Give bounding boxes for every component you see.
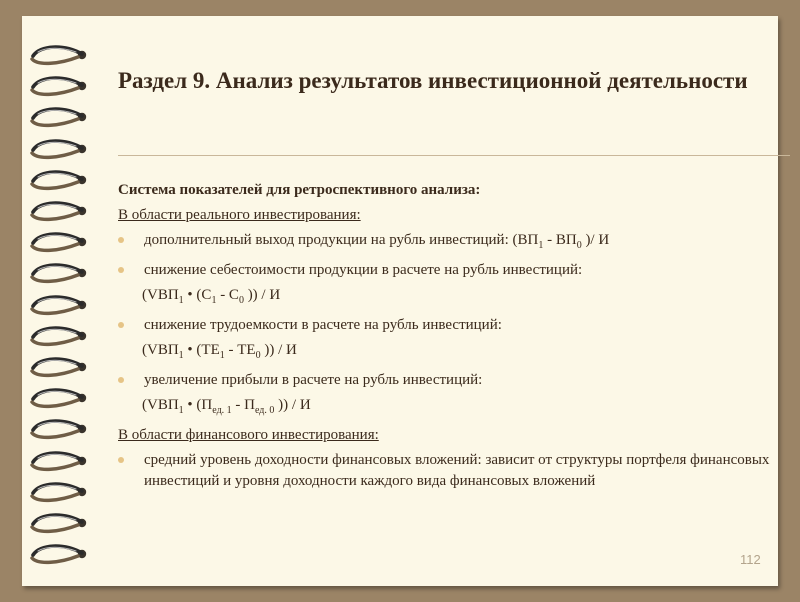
subscript: 0 <box>255 350 261 361</box>
formula-part: (VВП <box>142 287 179 303</box>
title-divider <box>118 155 790 156</box>
spiral-ring-icon <box>30 260 98 284</box>
item-text: - ВП <box>543 232 577 248</box>
spiral-ring-icon <box>30 416 98 440</box>
formula-part: (VВП <box>142 397 179 413</box>
item-text: средний уровень доходности финансовых вложений: зависит от структуры портфеля финансовых инвестиций и уровня доходности каждого вида финансовых вложений <box>144 452 770 489</box>
spiral-ring-icon <box>30 42 98 66</box>
bullet-icon <box>118 457 124 463</box>
subscript: ед. 0 <box>255 405 275 416</box>
formula-part: )) / И <box>274 397 311 413</box>
formula-part: (VВП <box>142 342 179 358</box>
page-title: Раздел 9. Анализ результатов инвестиционной деятельности <box>118 68 748 93</box>
spiral-ring-icon <box>30 292 98 316</box>
list-item <box>118 313 786 338</box>
subscript: 1 <box>219 350 225 361</box>
formula <box>118 283 786 313</box>
spiral-binding <box>22 42 102 602</box>
bullet-icon <box>118 237 124 243</box>
page-number: 112 <box>740 552 761 567</box>
formula-part: )) / И <box>243 287 281 303</box>
item-text: )/ И <box>581 232 610 248</box>
real-section-heading: В области реального инвестирования: <box>118 207 361 223</box>
subscript: 0 <box>238 295 244 306</box>
list-item <box>118 368 786 393</box>
spiral-ring-icon <box>30 479 98 503</box>
subscript: 1 <box>211 295 217 306</box>
item-text: снижение себестоимости продукции в расчете на рубль инвестиций: <box>144 262 583 278</box>
subscript: 1 <box>178 405 184 416</box>
formula-part: - П <box>231 397 255 413</box>
formula <box>118 338 786 368</box>
formula-part: - ТЕ <box>224 342 256 358</box>
item-text: увеличение прибыли в расчете на рубль инвестиций: <box>144 372 483 388</box>
subscript: 1 <box>538 240 544 251</box>
spiral-ring-icon <box>30 73 98 97</box>
subscript: 1 <box>178 350 184 361</box>
subscript: 0 <box>576 240 582 251</box>
subscript: 1 <box>178 295 184 306</box>
list-item <box>118 258 786 283</box>
spiral-ring-icon <box>30 323 98 347</box>
list-item <box>118 228 786 258</box>
spiral-ring-icon <box>30 167 98 191</box>
spiral-ring-icon <box>30 198 98 222</box>
formula-part: • (С <box>183 287 212 303</box>
spiral-ring-icon <box>30 448 98 472</box>
financial-section-heading: В области финансового инвестирования: <box>118 427 379 443</box>
bullet-icon <box>118 377 124 383</box>
formula <box>118 393 786 423</box>
formula-part: • (ТЕ <box>183 342 220 358</box>
subscript: ед. 1 <box>212 405 232 416</box>
formula-part: )) / И <box>260 342 297 358</box>
spiral-ring-icon <box>30 385 98 409</box>
spiral-ring-icon <box>30 136 98 160</box>
item-text: снижение трудоемкости в расчете на рубль инвестиций: <box>144 317 502 333</box>
spiral-ring-icon <box>30 229 98 253</box>
spiral-ring-icon <box>30 104 98 128</box>
subtitle: Система показателей для ретроспективного анализа: <box>118 182 481 198</box>
spiral-ring-icon <box>30 354 98 378</box>
spiral-ring-icon <box>30 541 98 565</box>
formula-part: • (П <box>183 397 213 413</box>
item-text: дополнительный выход продукции на рубль инвестиций: (ВП <box>144 232 539 248</box>
content-body <box>118 178 786 492</box>
bullet-icon <box>118 267 124 273</box>
list-item <box>118 448 786 492</box>
bullet-icon <box>118 322 124 328</box>
slide-page <box>22 16 778 586</box>
spiral-ring-icon <box>30 510 98 534</box>
formula-part: - С <box>216 287 239 303</box>
